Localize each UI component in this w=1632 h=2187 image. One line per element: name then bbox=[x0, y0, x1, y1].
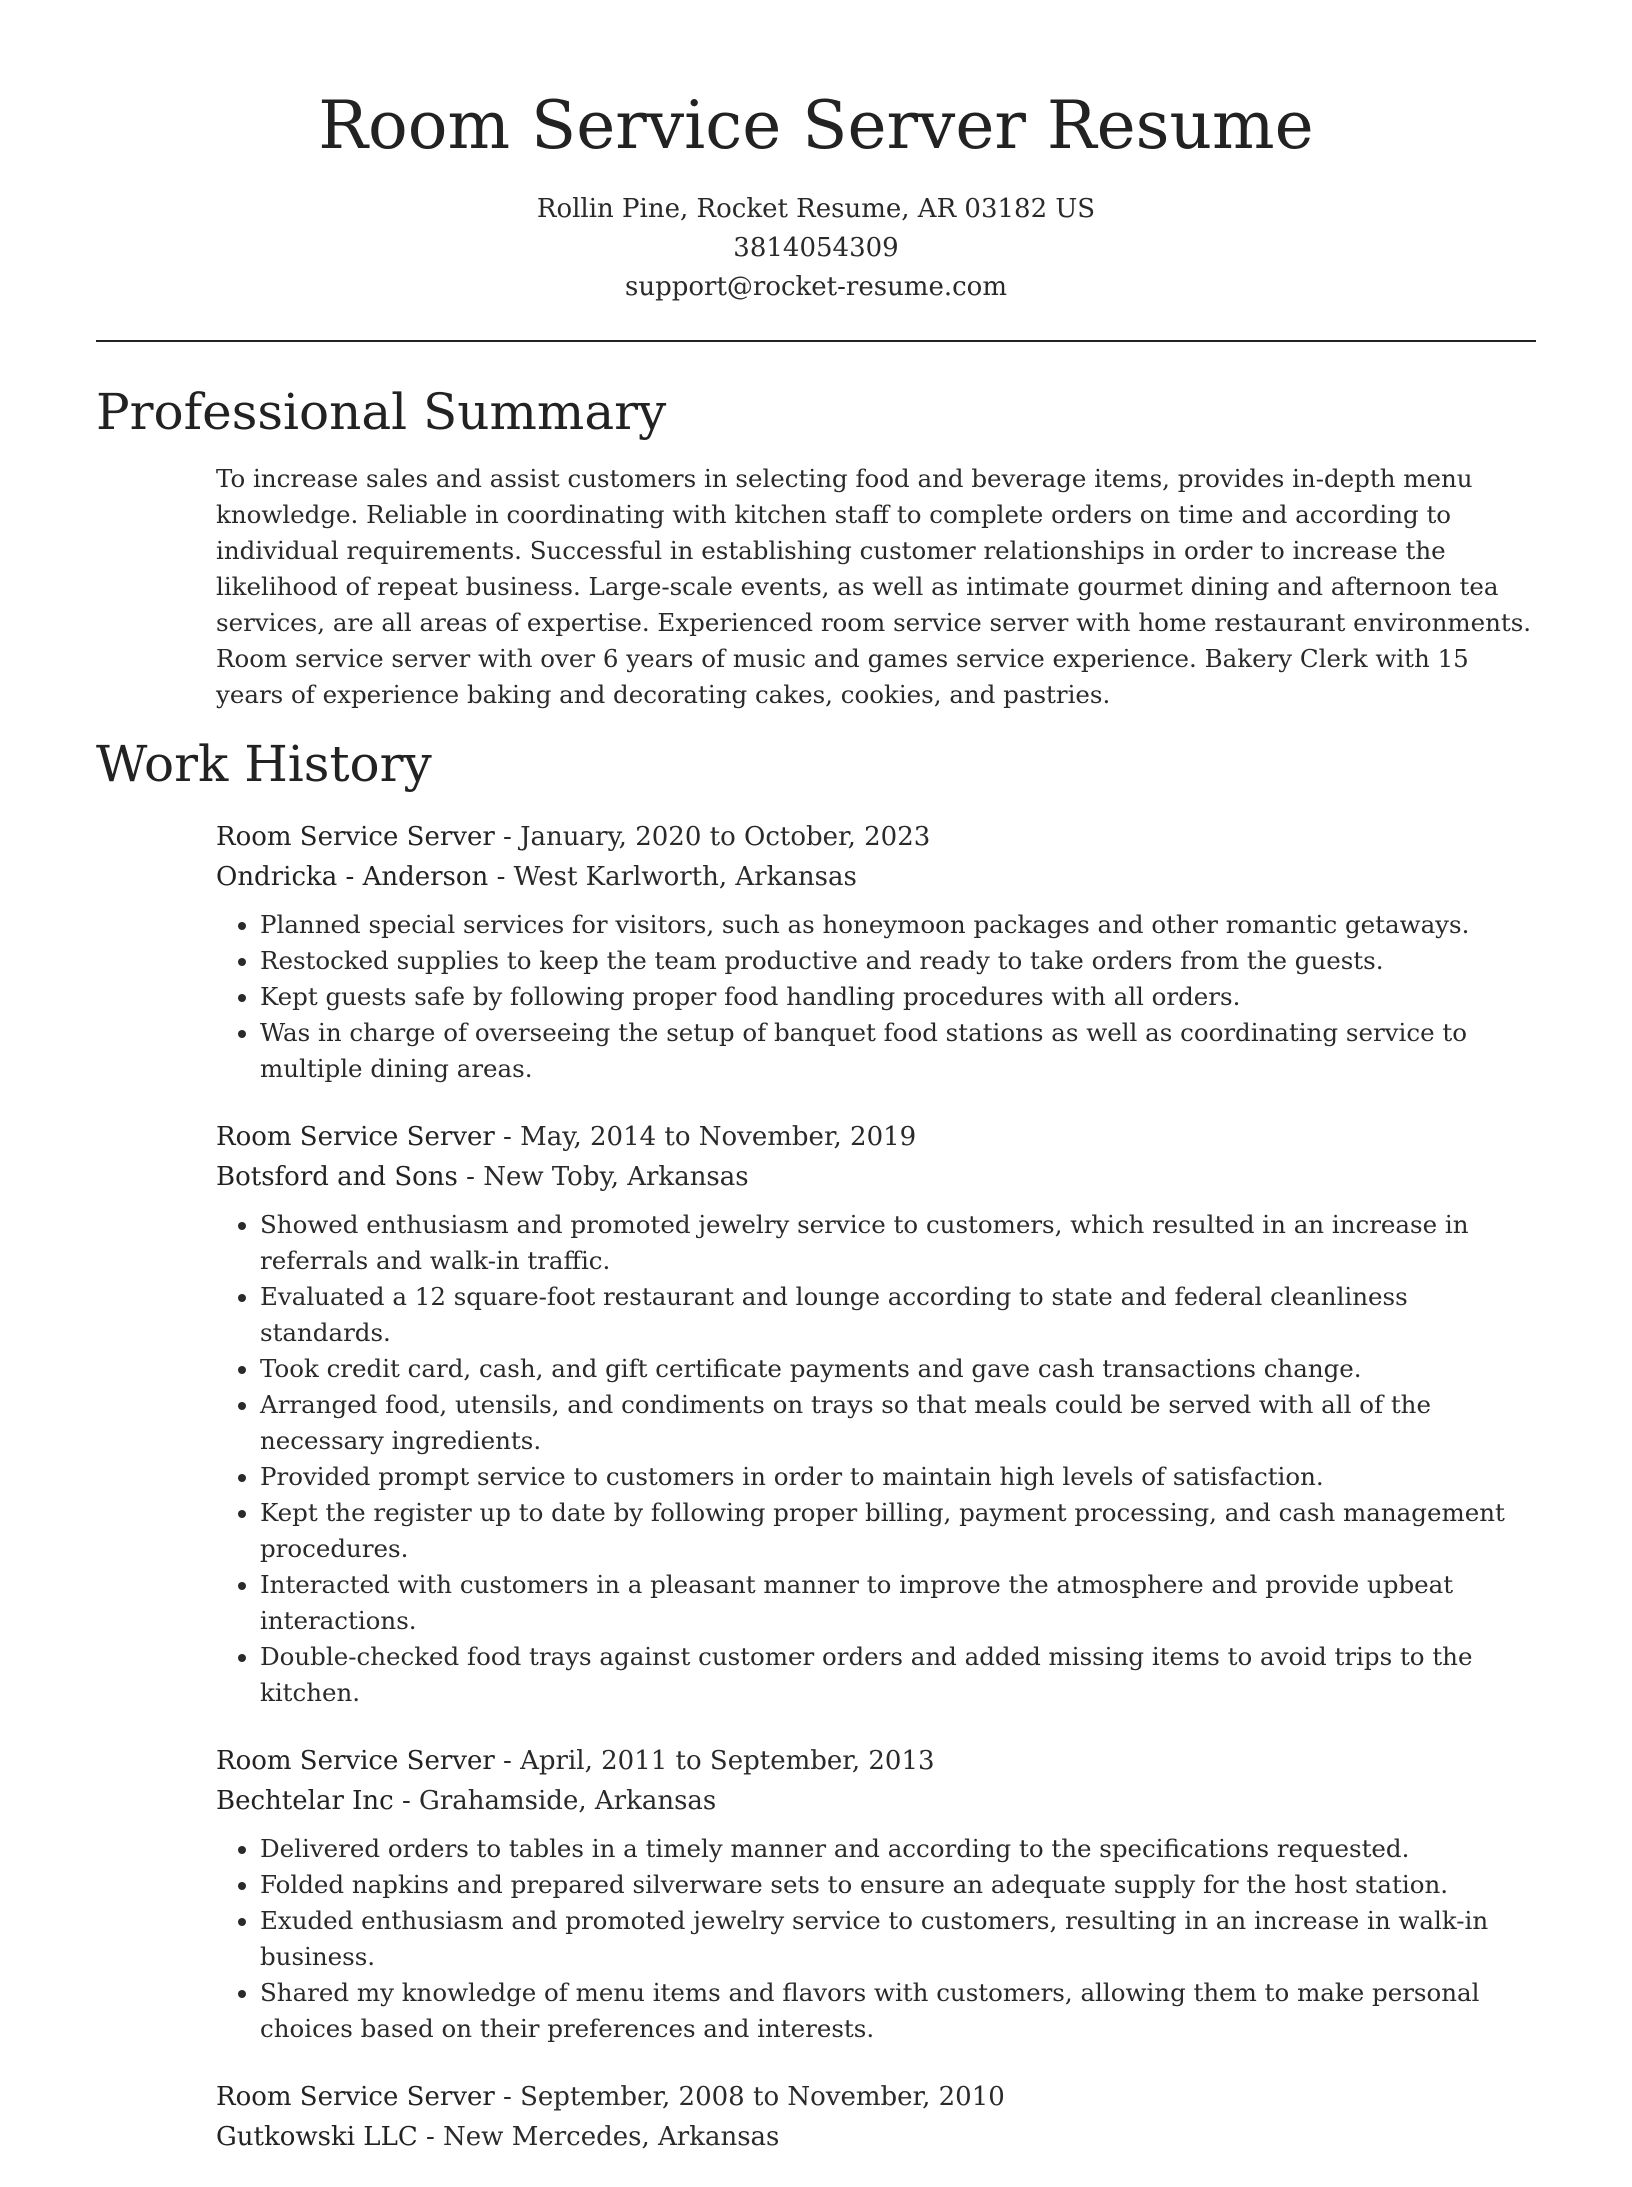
job-bullet: • Shared my knowledge of menu items and flavors with customers, allowing them to make personal choices based on their preferences and interests. bbox=[260, 1975, 1538, 2047]
job-bullet: • Arranged food, utensils, and condiments on trays so that meals could be served with all of the necessary ingredients. bbox=[260, 1387, 1538, 1459]
work-history-list bbox=[216, 817, 1538, 2187]
job-dates: - May, 2014 to November, 2019 bbox=[494, 1122, 917, 1152]
job-entry bbox=[216, 817, 1538, 1087]
job-title: Room Service Server bbox=[216, 1746, 495, 1776]
job-dates: - September, 2008 to November, 2010 bbox=[494, 2082, 1005, 2112]
job-location: - West Karlworth, Arkansas bbox=[488, 862, 857, 892]
job-title: Room Service Server bbox=[216, 1122, 495, 1152]
job-entry bbox=[216, 1741, 1538, 2047]
job-bullet: • Was in charge of overseeing the setup of banquet food stations as well as coordinating service to multiple dining areas. bbox=[260, 1015, 1538, 1087]
job-bullet: • Double-checked food trays against customer orders and added missing items to avoid trips to the kitchen. bbox=[260, 1639, 1538, 1711]
job-bullets bbox=[216, 907, 1538, 1087]
job-bullet: • Restocked supplies to keep the team productive and ready to take orders from the guests. bbox=[260, 943, 1538, 979]
contact-phone: 3814054309 bbox=[733, 233, 899, 263]
job-company-line bbox=[216, 1157, 1538, 1197]
contact-address: Rollin Pine, Rocket Resume, AR 03182 US bbox=[536, 194, 1096, 224]
job-bullets bbox=[216, 1831, 1538, 2047]
job-title-line bbox=[216, 1117, 1538, 1157]
job-company: Botsford and Sons bbox=[216, 1162, 458, 1192]
job-location: - New Mercedes, Arkansas bbox=[417, 2122, 780, 2152]
contact-email: support@rocket-resume.com bbox=[624, 272, 1007, 302]
job-bullet: • Planned special services for visitors, such as honeymoon packages and other romantic getaways. bbox=[260, 907, 1538, 943]
job-location: - Grahamside, Arkansas bbox=[393, 1786, 717, 1816]
job-company: Ondricka - Anderson bbox=[216, 862, 489, 892]
job-company: Gutkowski LLC bbox=[216, 2122, 418, 2152]
summary-heading: Professional Summary bbox=[96, 383, 667, 441]
job-bullet: • Evaluated a 12 square-foot restaurant and lounge according to state and federal cleanliness standards. bbox=[260, 1279, 1538, 1351]
job-title-line bbox=[216, 817, 1538, 857]
job-bullet: • Kept the register up to date by following proper billing, payment processing, and cash management procedures. bbox=[260, 1495, 1538, 1567]
header-divider bbox=[96, 340, 1536, 342]
job-company-line bbox=[216, 857, 1538, 897]
job-bullet: • Took credit card, cash, and gift certificate payments and gave cash transactions change. bbox=[260, 1351, 1538, 1387]
job-bullet: • Interacted with customers in a pleasant manner to improve the atmosphere and provide upbeat interactions. bbox=[260, 1567, 1538, 1639]
job-bullet: • Exuded enthusiasm and promoted jewelry service to customers, resulting in an increase in walk-in business. bbox=[260, 1903, 1538, 1975]
work-history-heading: Work History bbox=[96, 735, 432, 793]
job-bullet: • Showed enthusiasm and promoted jewelry service to customers, which resulted in an increase in referrals and walk-in traffic. bbox=[260, 1207, 1538, 1279]
job-bullet: • Folded napkins and prepared silverware sets to ensure an adequate supply for the host station. bbox=[260, 1867, 1538, 1903]
job-bullet: • Delivered orders to tables in a timely manner and according to the specifications requested. bbox=[260, 1831, 1538, 1867]
job-bullet: • Kept guests safe by following proper food handling procedures with all orders. bbox=[260, 979, 1538, 1015]
job-title: Room Service Server bbox=[216, 822, 495, 852]
contact-block bbox=[0, 190, 1632, 307]
resume-title: Room Service Server Resume bbox=[318, 87, 1314, 164]
job-title-line bbox=[216, 2077, 1538, 2117]
job-dates: - January, 2020 to October, 2023 bbox=[494, 822, 931, 852]
summary-text: To increase sales and assist customers in selecting food and beverage items, provides in-depth menu knowledge. Reliable in coordinating with kitchen staff to complete orders on time and according to individual requirements. Successful in establishing customer relationships in order to increase the likelihood of repeat business. Large-scale events, as well as intimate gourmet dining and afternoon tea services, are all areas of expertise. Experienced room service server with home restaurant environments. Room service server with over 6 years of music and games service experience. Bakery Clerk with 15 years of experience baking and decorating cakes, cookies, and pastries. bbox=[216, 464, 1532, 709]
job-title-line bbox=[216, 1741, 1538, 1781]
job-company-line bbox=[216, 2117, 1538, 2157]
job-bullets bbox=[216, 1207, 1538, 1711]
job-title: Room Service Server bbox=[216, 2082, 495, 2112]
job-location: - New Toby, Arkansas bbox=[457, 1162, 749, 1192]
job-dates: - April, 2011 to September, 2013 bbox=[494, 1746, 935, 1776]
job-entry bbox=[216, 1117, 1538, 1711]
job-bullet: • Provided prompt service to customers in order to maintain high levels of satisfaction. bbox=[260, 1459, 1538, 1495]
job-company: Bechtelar Inc bbox=[216, 1786, 394, 1816]
job-company-line bbox=[216, 1781, 1538, 1821]
job-entry bbox=[216, 2077, 1538, 2157]
